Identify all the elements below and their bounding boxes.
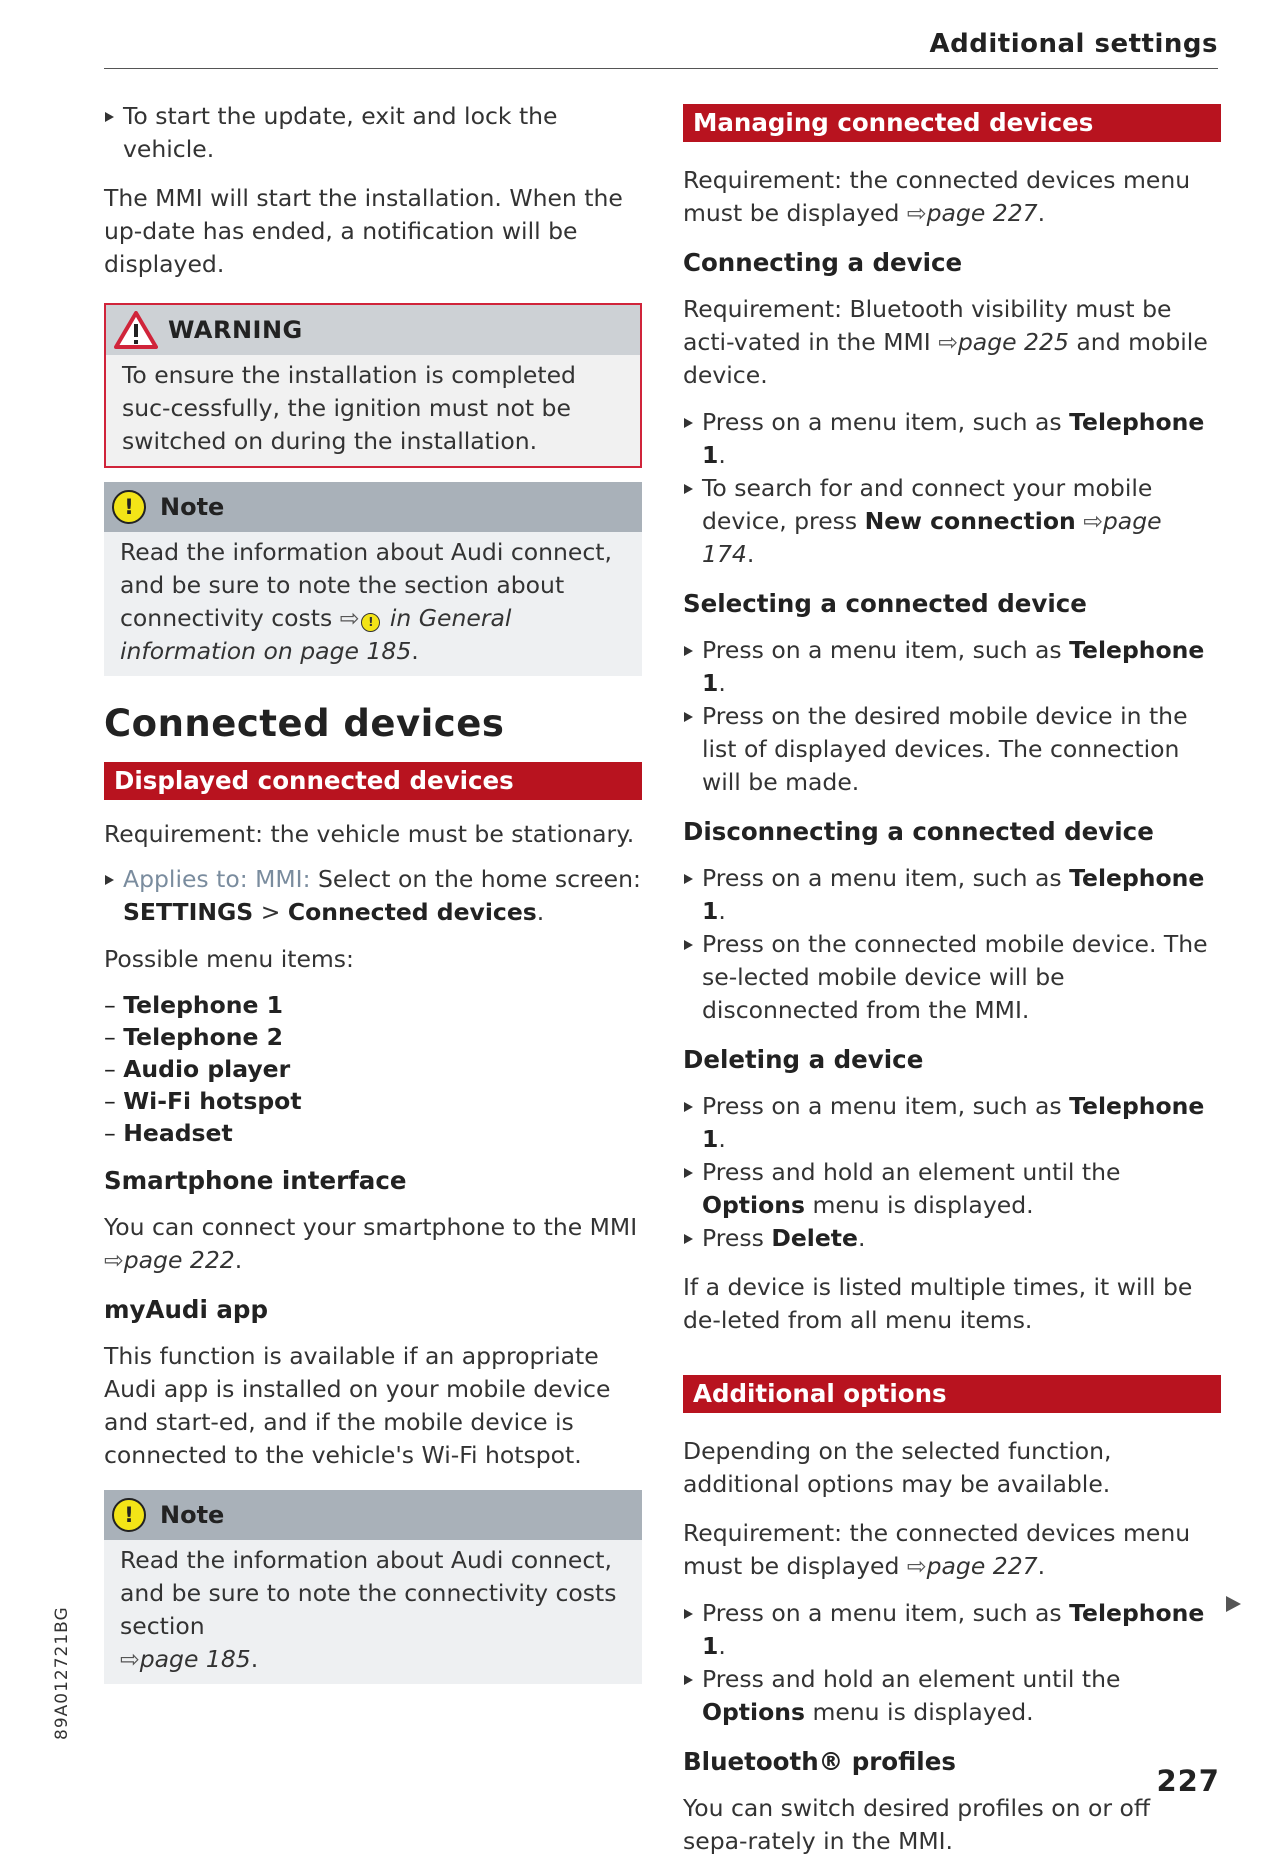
page-reference-link[interactable]: page 227	[926, 199, 1038, 227]
requirement-stationary: Requirement: the vehicle must be stationary.	[104, 820, 635, 848]
section-bar-additional-options: Additional options	[683, 1375, 1221, 1413]
note-text: Read the information about Audi connect, and be sure to note the connectivity costs section	[120, 1546, 617, 1640]
heading-myaudi-app: myAudi app	[104, 1295, 268, 1324]
step-item: Press on a menu item, such as Telephone 1.	[683, 634, 1221, 700]
chapter-title: Connected devices	[104, 702, 505, 745]
reference-arrow-icon: ⇨	[906, 1552, 927, 1580]
menu-path-connected-devices: Connected devices	[287, 898, 537, 926]
step-item	[683, 1663, 1221, 1729]
list-item: – Telephone 1	[104, 990, 642, 1020]
menu-path-settings: SETTINGS	[123, 898, 254, 926]
page-number: 227	[1156, 1764, 1220, 1798]
requirement-text-end: and mobile device.	[683, 328, 1208, 389]
menu-path-separator: >	[260, 898, 281, 926]
warning-body: To ensure the installation is completed suc-cessfully, the ignition must not be switched on during the installation.	[122, 361, 576, 455]
heading-selecting-device: Selecting a connected device	[683, 589, 1087, 618]
heading-connecting-device: Connecting a device	[683, 248, 963, 277]
right-column	[683, 104, 1221, 1874]
note-header	[104, 1490, 642, 1540]
section-bar-managing-devices: Managing connected devices	[683, 104, 1221, 142]
page-reference-link[interactable]: page 174	[702, 507, 1162, 568]
page-reference-link[interactable]: page 225	[957, 328, 1069, 356]
punctuation: .	[411, 637, 419, 665]
menu-item-telephone-1: Telephone 1	[702, 1599, 1205, 1660]
warning-triangle-icon	[114, 311, 158, 349]
menu-items-list	[104, 990, 642, 1148]
warning-title: WARNING	[168, 315, 303, 344]
selecting-steps	[683, 634, 1221, 799]
step-text: Press on a menu item, such as	[702, 1599, 1062, 1627]
step-text-end: menu is displayed.	[812, 1698, 1034, 1726]
warning-header	[106, 305, 640, 355]
note-body	[104, 532, 642, 676]
note-exclamation-icon: !	[112, 490, 146, 524]
note-title: Note	[160, 1500, 225, 1529]
disconnecting-steps	[683, 862, 1221, 1027]
possible-items-label: Possible menu items:	[104, 945, 354, 973]
heading-disconnecting-device: Disconnecting a connected device	[683, 817, 1154, 846]
smartphone-paragraph: You can connect your smartphone to the MMI ⇨page 222.	[104, 1213, 638, 1274]
applies-text: Select on the home screen:	[318, 865, 641, 893]
note-box	[104, 1490, 642, 1684]
step-item: Press on a menu item, such as Telephone 1.	[683, 1090, 1221, 1156]
options-label: Options	[702, 1698, 805, 1726]
step-item: Press on a menu item, such as Telephone 1.	[683, 862, 1221, 928]
note-title: Note	[160, 492, 225, 521]
menu-item-telephone-1: Telephone 1	[702, 636, 1205, 697]
deleting-steps	[683, 1090, 1221, 1255]
step-text: Press and hold an element until the	[702, 1665, 1121, 1693]
step-text: Press and hold an element until the	[702, 1158, 1121, 1186]
list-item: – Telephone 2	[104, 1022, 642, 1052]
reference-arrow-icon: ⇨	[938, 328, 958, 356]
menu-item-telephone-1: Telephone 1	[702, 1092, 1205, 1153]
menu-item-telephone-1: Telephone 1	[702, 864, 1205, 925]
step-text: Press on a menu item, such as	[702, 408, 1062, 436]
list-item: – Headset	[104, 1118, 642, 1148]
list-item: – Audio player	[104, 1054, 642, 1084]
heading-deleting-device: Deleting a device	[683, 1045, 924, 1074]
additional-steps	[683, 1597, 1221, 1729]
options-label: Options	[702, 1191, 805, 1219]
applies-label: Applies to: MMI:	[123, 865, 311, 893]
step-item	[683, 1156, 1221, 1222]
requirement-menu: Requirement: the connected devices menu must be displayed ⇨page 227.	[683, 1519, 1191, 1580]
page-header	[104, 28, 1218, 69]
step-text-end: menu is displayed.	[812, 1191, 1034, 1219]
document-id: 89A012721BG	[52, 1606, 72, 1740]
step-text: Press on a menu item, such as	[702, 636, 1062, 664]
note-body	[104, 1540, 642, 1684]
reference-arrow-icon: ⇨	[339, 604, 360, 632]
smartphone-reference-link[interactable]: page 222	[123, 1246, 235, 1274]
requirement-text: Requirement: the connected devices menu must be displayed	[683, 166, 1191, 227]
step-item: Press Delete.	[683, 1222, 1221, 1255]
requirement-menu: Requirement: the connected devices menu must be displayed ⇨page 227.	[683, 166, 1191, 227]
heading-bluetooth-profiles: Bluetooth® profiles	[683, 1747, 956, 1776]
delete-label: Delete	[771, 1224, 858, 1252]
menu-item-telephone-1: Telephone 1	[702, 408, 1205, 469]
requirement-bluetooth	[683, 293, 1221, 392]
intro-paragraph: The MMI will start the installation. When the up-date has ended, a notification will be displayed.	[104, 184, 623, 278]
step-item: Press on a menu item, such as Telephone 1.	[683, 406, 1221, 472]
depending-paragraph: Depending on the selected function, additional options may be available.	[683, 1437, 1112, 1498]
note-header	[104, 482, 642, 532]
warning-box	[104, 303, 642, 468]
reference-arrow-icon: ⇨	[104, 1246, 124, 1274]
reference-arrow-icon: ⇨	[906, 199, 927, 227]
connecting-steps	[683, 406, 1221, 571]
punctuation: .	[536, 898, 545, 926]
requirement-text: Requirement: Bluetooth visibility must be acti-vated in the MMI	[683, 295, 1172, 356]
step-item: Press on the connected mobile device. The se-lected mobile device will be disconnected from the MMI.	[683, 928, 1221, 1027]
left-column	[104, 100, 642, 1696]
page-reference-link[interactable]: page 227	[926, 1552, 1038, 1580]
myaudi-paragraph: This function is available if an appropriate Audi app is installed on your mobile device and start-ed, and if the mobile device is connected to the vehicle's Wi-Fi hotspot.	[104, 1342, 611, 1469]
note-reference-link[interactable]: in General information on page 185	[120, 604, 512, 665]
new-connection-label: New connection	[864, 507, 1076, 535]
step-item: To search for and connect your mobile device, press New connection ⇨page 174.	[683, 472, 1221, 571]
list-item: – Wi-Fi hotspot	[104, 1086, 642, 1116]
note-exclamation-icon: !	[361, 613, 380, 632]
section-bar-displayed-devices: Displayed connected devices	[104, 762, 642, 800]
punctuation: .	[250, 1645, 259, 1673]
requirement-text: Requirement: the connected devices menu must be displayed	[683, 1519, 1191, 1580]
applies-bullet	[104, 863, 642, 929]
note-exclamation-icon: !	[112, 1498, 146, 1532]
bluetooth-paragraph: You can switch desired profiles on or off sepa-rately in the MMI.	[683, 1794, 1151, 1855]
step-item: Press on the desired mobile device in the list of displayed devices. The connection will be made.	[683, 700, 1221, 799]
note-reference-link[interactable]: page 185	[139, 1645, 251, 1673]
note-box	[104, 482, 642, 676]
reference-arrow-icon: ⇨	[1083, 507, 1103, 535]
step-text: Press	[702, 1224, 764, 1252]
heading-smartphone-interface: Smartphone interface	[104, 1166, 407, 1195]
listed-multiple-paragraph: If a device is listed multiple times, it will be de-leted from all menu items.	[683, 1273, 1193, 1334]
continue-arrow-icon	[1226, 1596, 1241, 1612]
intro-bullet: To start the update, exit and lock the vehicle.	[104, 100, 642, 166]
step-text: To search for and connect your mobile device, press	[702, 474, 1153, 535]
step-item: Press on a menu item, such as Telephone 1.	[683, 1597, 1221, 1663]
section-title: Additional settings	[929, 29, 1218, 59]
step-text: Press on a menu item, such as	[702, 1092, 1062, 1120]
reference-arrow-icon: ⇨	[120, 1645, 140, 1673]
note-text: Read the information about Audi connect, and be sure to note the section about connectivity costs	[120, 538, 612, 632]
smartphone-text: You can connect your smartphone to the MMI	[104, 1213, 638, 1241]
step-text: Press on a menu item, such as	[702, 864, 1062, 892]
